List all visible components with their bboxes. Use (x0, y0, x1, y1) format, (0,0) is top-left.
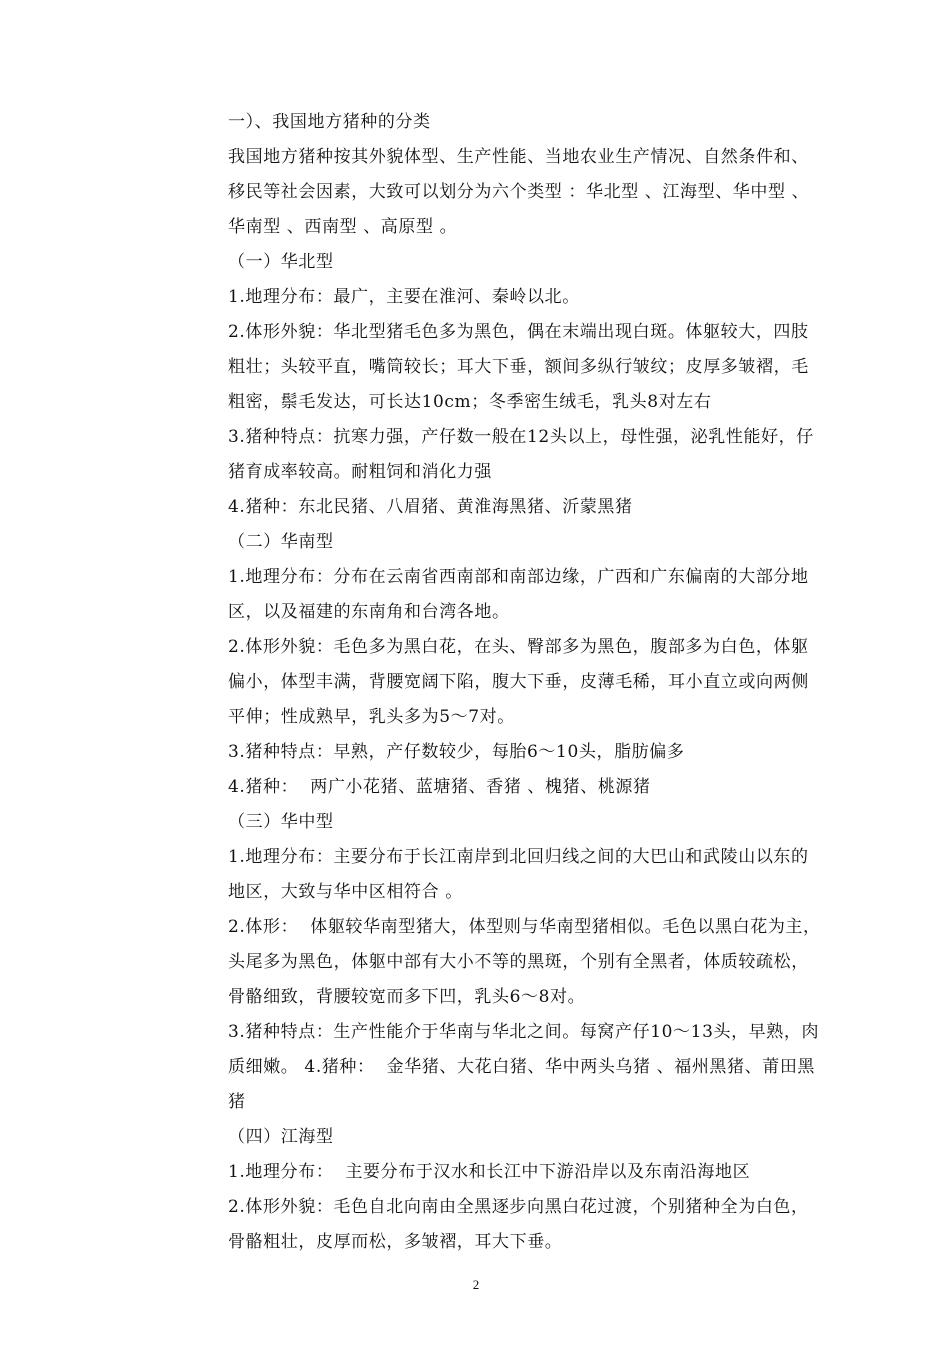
paragraph-line: 4.猪种：东北民猪、八眉猪、黄淮海黑猪、沂蒙黑猪 (228, 497, 633, 517)
paragraph-line: 3.猪种特点：抗寒力强，产仔数一般在12头以上，母性强，泌乳性能好，仔 (228, 427, 814, 447)
paragraph-line: 1.地理分布：主要分布于长江南岸到北回归线之间的大巴山和武陵山以东的 (228, 847, 809, 867)
paragraph-line: 骨骼细致，背腰较宽而多下凹，乳头6～8对。 (228, 987, 586, 1007)
intro-line: 我国地方猪种按其外貌体型、生产性能、当地农业生产情况、自然条件和、 (228, 147, 809, 167)
paragraph-line: 骨骼粗壮，皮厚而松，多皱褶，耳大下垂。 (228, 1232, 563, 1252)
paragraph-line: 区，以及福建的东南角和台湾各地。 (228, 602, 510, 622)
paragraph-line: 1.地理分布：分布在云南省西南部和南部边缘，广西和广东偏南的大部分地 (228, 567, 809, 587)
paragraph-line: 2.体形外貌：华北型猪毛色多为黑色，偶在末端出现白斑。体躯较大，四肢 (228, 322, 809, 342)
document-body (228, 105, 868, 1260)
paragraph-line: 1.地理分布： 主要分布于汉水和长江中下游沿岸以及东南沿海地区 (228, 1162, 751, 1182)
subsection-title-huazhong: （三）华中型 (228, 812, 334, 832)
paragraph-line: 3.猪种特点：早熟，产仔数较少，每胎6～10头，脂肪偏多 (228, 742, 685, 762)
paragraph-line: 平伸；性成熟早，乳头多为5～7对。 (228, 707, 515, 727)
intro-line: 华南型 、西南型 、高原型 。 (228, 217, 458, 237)
paragraph-line: 2.体形： 体躯较华南型猪大，体型则与华南型猪相似。毛色以黑白花为主， (228, 917, 821, 937)
intro-line: 移民等社会因素，大致可以划分为六个类型 ：华北型 、江海型、华中型 、 (228, 182, 810, 202)
subsection-title-huabei: （一）华北型 (228, 252, 334, 272)
paragraph-line: 粗壮；头较平直，嘴筒较长；耳大下垂，额间多纵行皱纹；皮厚多皱褶，毛 (228, 357, 809, 377)
paragraph-line: 猪 (228, 1092, 246, 1112)
paragraph-line: 偏小，体型丰满，背腰宽阔下陷，腹大下垂，皮薄毛稀，耳小直立或向两侧 (228, 672, 809, 692)
section-heading: 一）、我国地方猪种的分类 (228, 112, 431, 132)
paragraph-line: 猪育成率较高。耐粗饲和消化力强 (228, 462, 492, 482)
page-number: 2 (472, 1277, 480, 1292)
paragraph-line: 3.猪种特点：生产性能介于华南与华北之间。每窝产仔10～13头，早熟，肉 (228, 1022, 820, 1042)
paragraph-line: 2.体形外貌：毛色自北向南由全黑逐步向黑白花过渡，个别猪种全为白色， (228, 1197, 809, 1217)
paragraph-line: 质细嫩。 4.猪种： 金华猪、大花白猪、华中两头乌猪 、福州黑猪、莆田黑 (228, 1057, 816, 1077)
paragraph-line: 头尾多为黑色，体躯中部有大小不等的黑斑，个别有全黑者，体质较疏松， (228, 952, 809, 972)
paragraph-line: 4.猪种： 两广小花猪、蓝塘猪、香猪 、槐猪、桃源猪 (228, 777, 651, 797)
paragraph-line: 粗密，鬃毛发达，可长达10cm；冬季密生绒毛，乳头8对左右 (228, 392, 712, 412)
paragraph-line: 地区，大致与华中区相符合 。 (228, 882, 463, 902)
subsection-title-jianghai: （四）江海型 (228, 1127, 334, 1147)
subsection-title-huanan: （二）华南型 (228, 532, 334, 552)
paragraph-line: 2.体形外貌：毛色多为黑白花，在头、臀部多为黑色，腹部多为白色，体躯 (228, 637, 809, 657)
paragraph-line: 1.地理分布：最广，主要在淮河、秦岭以北。 (228, 287, 580, 307)
